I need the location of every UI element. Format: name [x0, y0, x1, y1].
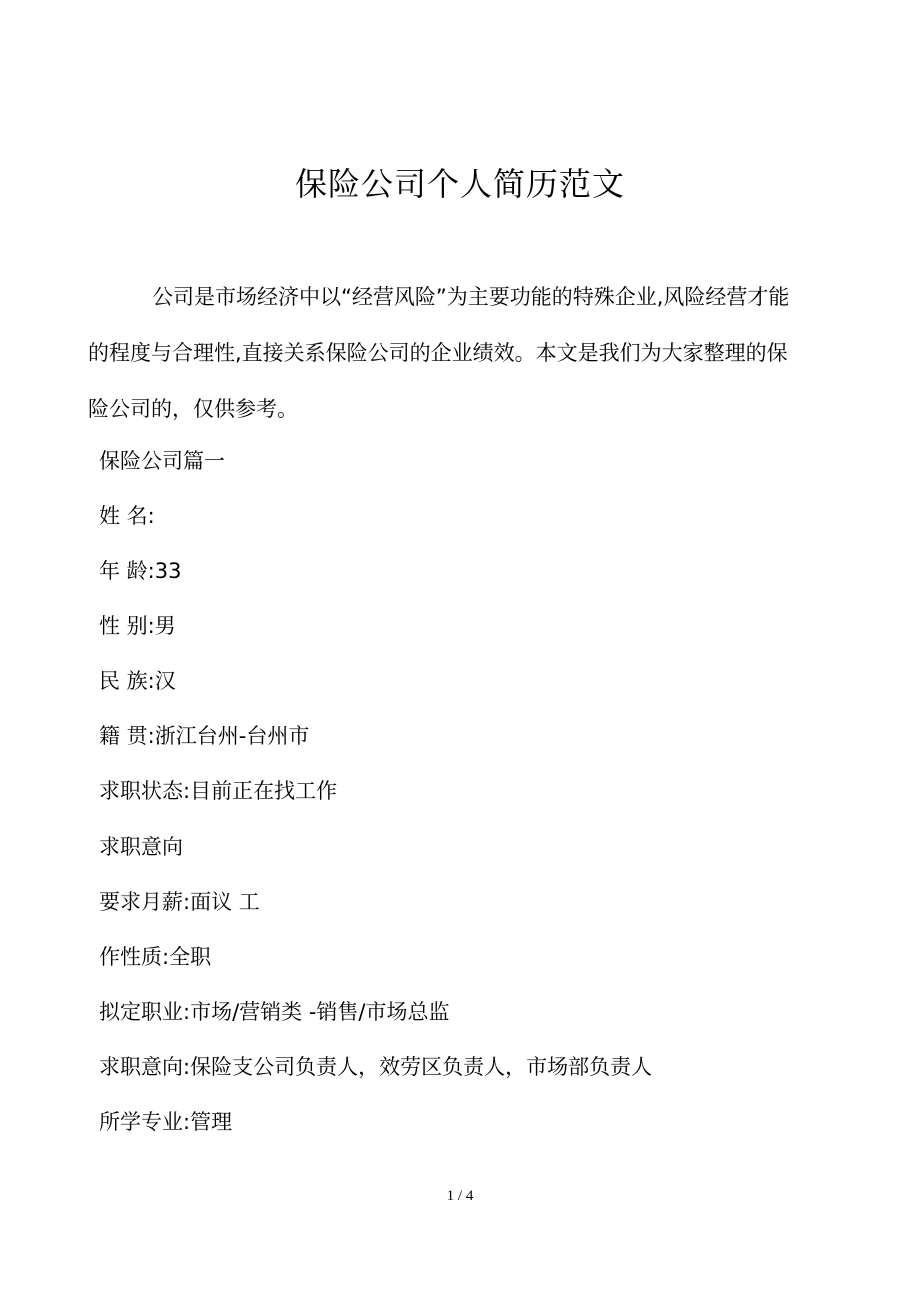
section-heading: 保险公司篇一 [99, 449, 225, 473]
field-name: 姓 名: [99, 504, 155, 528]
field-salary: 要求月薪:面议 工 [99, 890, 260, 914]
field-job-status: 求职状态:目前正在找工作 [99, 779, 338, 803]
field-position: 拟定职业:市场/营销类 -销售/市场总监 [99, 1000, 450, 1024]
field-major: 所学专业:管理 [99, 1110, 233, 1134]
field-gender: 性 别:男 [99, 614, 176, 638]
document-title: 保险公司个人简历范文 [294, 165, 625, 203]
page-number: 1 / 4 [446, 1188, 474, 1204]
field-work-type: 作性质:全职 [99, 945, 212, 969]
field-intent-heading: 求职意向 [99, 835, 183, 859]
field-native-place: 籍 贯:浙江台州-台州市 [99, 724, 310, 748]
field-age: 年 龄:33 [99, 559, 182, 583]
field-intended-role: 求职意向:保险支公司负责人，效劳区负责人，市场部负责人 [99, 1055, 653, 1079]
field-ethnicity: 民 族:汉 [99, 669, 176, 693]
intro-paragraph: 公司是市场经济中以“经营风险”为主要功能的特殊企业,风险经营才能的程度与合理性,直接关系保险公司的企业绩效。本文是我们为大家整理的保险公司的，仅供参考。 [88, 285, 790, 421]
